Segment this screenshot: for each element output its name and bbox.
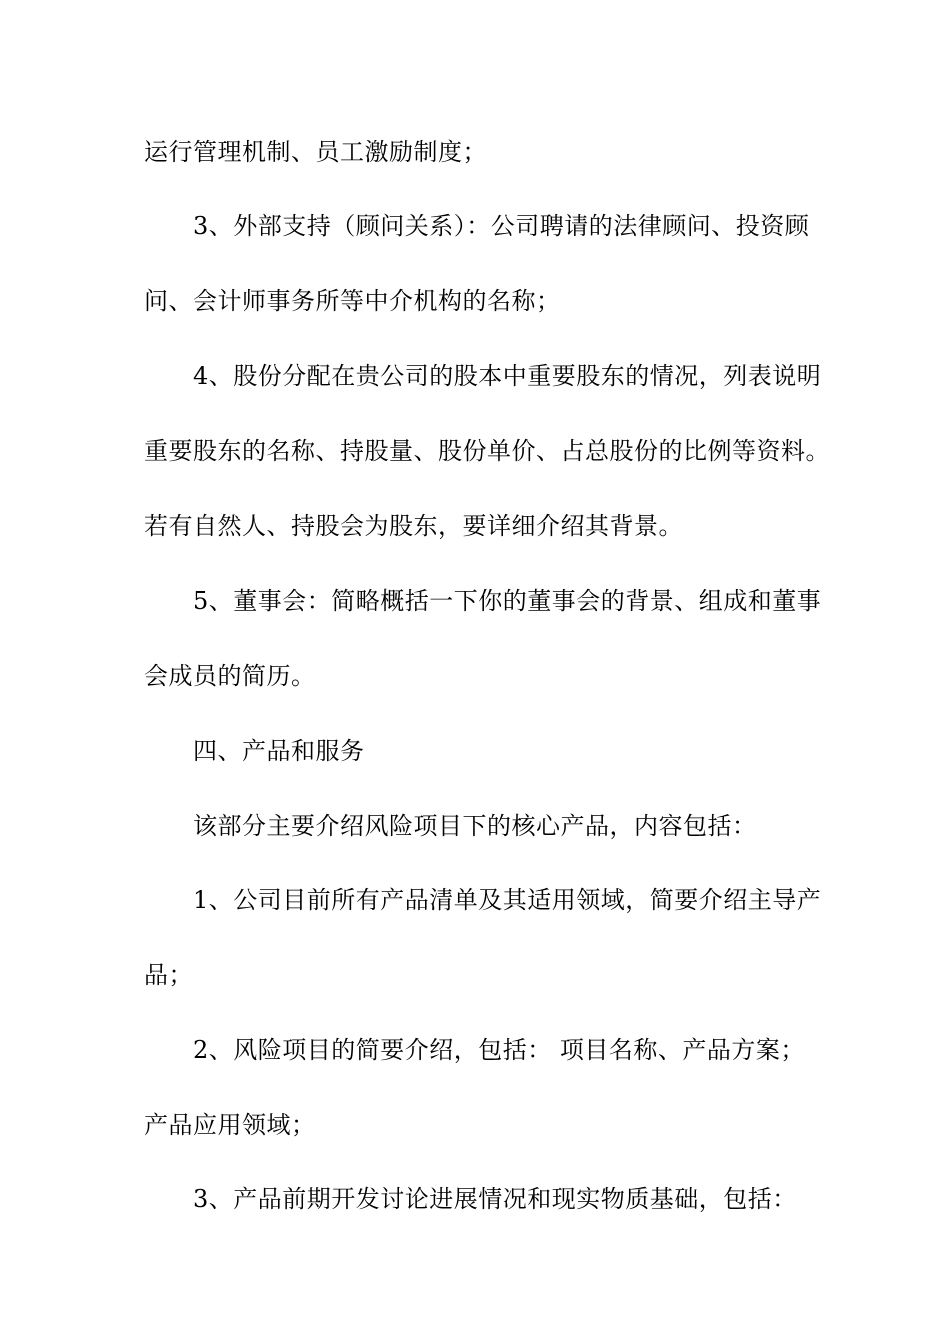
paragraph-line: 3、外部支持（顾问关系）：公司聘请的法律顾问、投资顾 [193, 212, 810, 240]
text-line: 问、会计师事务所等中介机构的名称； [144, 287, 561, 315]
paragraph-line: 2、风险项目的简要介绍，包括： 项目名称、产品方案； [193, 1036, 805, 1064]
paragraph-line: 该部分主要介绍风险项目下的核心产品，内容包括： [193, 812, 757, 840]
text-line: 品； [144, 961, 193, 989]
paragraph-line: 1、公司目前所有产品清单及其适用领域，简要介绍主导产 [193, 886, 822, 914]
paragraph-line: 4、股份分配在贵公司的股本中重要股东的情况，列表说明 [193, 362, 822, 390]
text-line: 运行管理机制、员工激励制度； [144, 138, 487, 166]
text-line: 产品应用领域； [144, 1111, 316, 1139]
section-heading: 四、产品和服务 [193, 737, 365, 765]
text-line: 会成员的简历。 [144, 662, 316, 690]
text-line: 重要股东的名称、持股量、股份单价、占总股份的比例等资料。 [144, 437, 830, 465]
paragraph-line: 3、产品前期开发讨论进展情况和现实物质基础，包括： [193, 1185, 797, 1213]
text-line: 若有自然人、持股会为股东，要详细介绍其背景。 [144, 512, 683, 540]
paragraph-line: 5、董事会：简略概括一下你的董事会的背景、组成和董事 [193, 587, 822, 615]
